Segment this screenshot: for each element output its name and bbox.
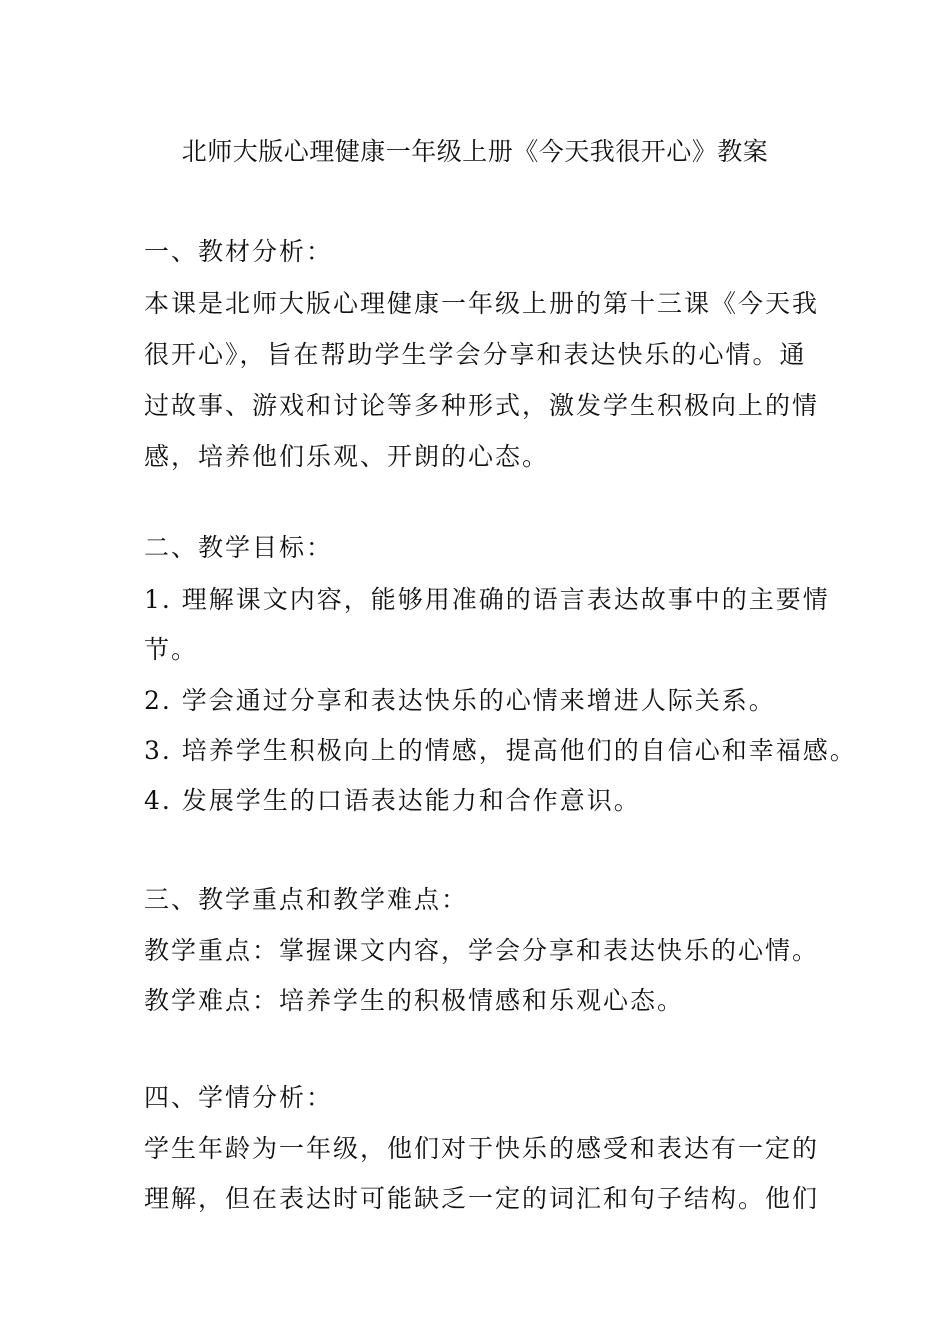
paragraph-line: 本课是北师大版心理健康一年级上册的第十三课《今天我 <box>144 289 820 318</box>
section-heading-objectives: 二、教学目标： <box>144 533 334 562</box>
list-item-line: 1. 理解课文内容，能够用准确的语言表达故事中的主要情 <box>144 585 830 614</box>
list-item-line: 2. 学会通过分享和表达快乐的心情来增进人际关系。 <box>144 686 776 715</box>
paragraph-line: 教学重点：掌握课文内容，学会分享和表达快乐的心情。 <box>144 936 820 965</box>
list-item-line: 节。 <box>144 635 199 664</box>
list-item-line: 3. 培养学生积极向上的情感，提高他们的自信心和幸福感。 <box>144 736 857 765</box>
section-heading-key-points: 三、教学重点和教学难点： <box>144 885 469 914</box>
paragraph-line: 理解，但在表达时可能缺乏一定的词汇和句子结构。他们 <box>144 1184 820 1213</box>
list-item-line: 4. 发展学生的口语表达能力和合作意识。 <box>144 786 641 815</box>
document-title: 北师大版心理健康一年级上册《今天我很开心》教案 <box>181 137 769 166</box>
paragraph-line: 教学难点：培养学生的积极情感和乐观心态。 <box>144 986 685 1015</box>
paragraph-line: 学生年龄为一年级，他们对于快乐的感受和表达有一定的 <box>144 1134 820 1163</box>
paragraph-line: 很开心》，旨在帮助学生学会分享和表达快乐的心情。通 <box>144 340 807 369</box>
paragraph-line: 感，培养他们乐观、开朗的心态。 <box>144 442 550 471</box>
paragraph-line: 过故事、游戏和讨论等多种形式，激发学生积极向上的情 <box>144 391 820 420</box>
section-heading-materials: 一、教材分析： <box>144 237 334 266</box>
section-heading-student-analysis: 四、学情分析： <box>144 1083 334 1112</box>
